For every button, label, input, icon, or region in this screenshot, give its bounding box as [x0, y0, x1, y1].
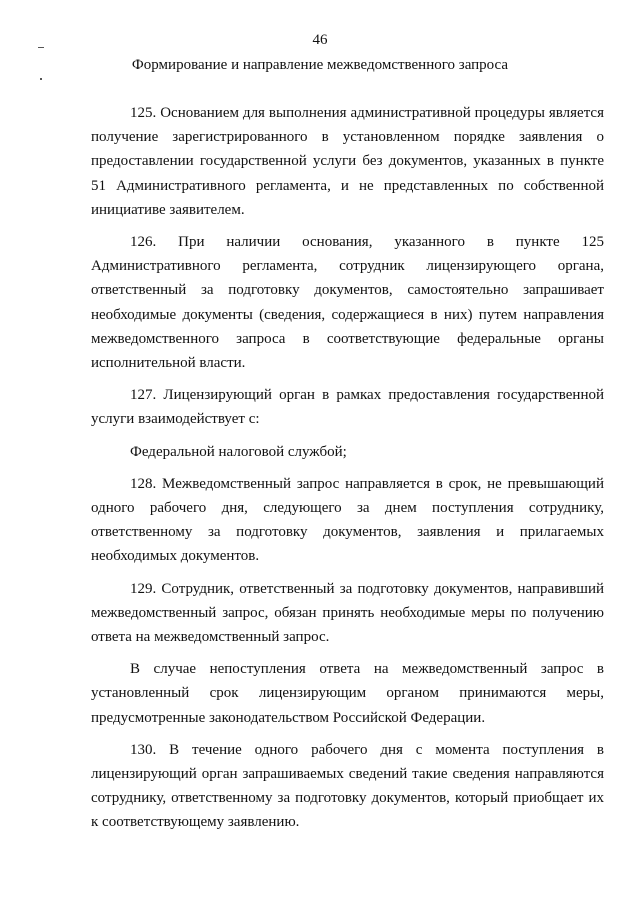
paragraph-129-continuation: В случае непоступления ответа на межведомственный запрос в установленный срок лицензирующим органом принимаются меры, предусмотренные законодательством Российской Федерации.	[91, 661, 604, 726]
scan-speck	[40, 78, 42, 80]
paragraph-127-item: Федеральной налоговой службой;	[130, 443, 347, 460]
paragraph-129: 129. Сотрудник, ответственный за подготовку документов, направивший межведомственный запрос, обязан принять необходимые меры по получению ответа на межведомственный запрос.	[91, 580, 604, 646]
paragraph-130: 130. В течение одного рабочего дня с момента поступления в лицензирующий орган запрашиваемых сведений такие сведения направляются сотруднику, ответственному за подготовку документов, который приобщает их к соответствующему заявлению.	[91, 741, 604, 831]
paragraph-126: 126. При наличии основания, указанного в пункте 125 Административного регламента, сотрудник лицензирующего органа, ответственный за подготовку документов, самостоятельно запрашивает необходимые документы (сведения, содержащиеся в них) путем направления межведомственного запроса в соответствующие федеральные органы исполнительной власти.	[91, 234, 604, 372]
paragraph-127: 127. Лицензирующий орган в рамках предоставления государственной услуги взаимодействует с:	[91, 387, 604, 428]
document-body	[91, 101, 604, 843]
page-number: 46	[312, 32, 328, 48]
paragraph-128: 128. Межведомственный запрос направляется в срок, не превышающий одного рабочего дня, следующего за днем поступления сотруднику, ответственному за подготовку документов, заявления и прилагаемых необходимых документов.	[91, 475, 604, 565]
section-heading: Формирование и направление межведомственного запроса	[131, 57, 509, 73]
paragraph-125: 125. Основанием для выполнения административной процедуры является получение зарегистрированного в установленном порядке заявления о предоставлении государственной услуги без документов, указанных в пункте 51 Административного регламента, и не представленных по собственной инициативе заявителем.	[91, 105, 604, 218]
